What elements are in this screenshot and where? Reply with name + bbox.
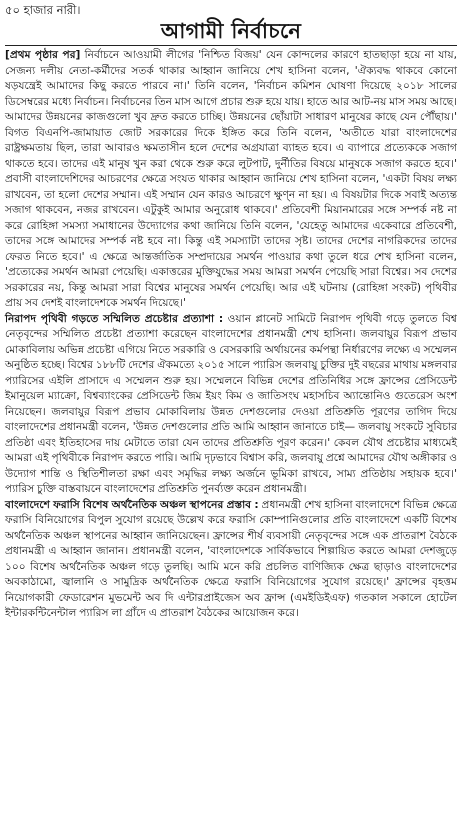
headline-rule xyxy=(5,45,457,46)
lead-paragraph xyxy=(5,48,457,312)
continuation-marker: [প্রথম পৃষ্ঠার পর] xyxy=(5,49,81,61)
section-paragraph xyxy=(5,312,457,498)
section-heading: বাংলাদেশে ফরাসি বিশেষ অর্থনৈতিক অঞ্চল স্থাপনের প্রস্তাব : xyxy=(5,498,259,511)
kicker-text: ৫০ হাজার নারী। xyxy=(5,3,81,17)
section-text: প্রধানমন্ত্রী শেখ হাসিনা বাংলাদেশে বিভিন্ন ক্ষেত্রে ফরাসি বিনিয়োগের বিপুল সুযোগ রয়েছে উল্লেখ করে ফরাসি কোম্পানিগুলোর প্রতি বাংলাদেশে একটি বিশেষ অর্থনৈতিক অঞ্চল স্থাপনের আহ্বান জানিয়েছেন। ফ্রান্সের শীর্ষ ব্যবসায়ী নেতৃবৃন্দের সঙ্গে এক প্রাতরাশ বৈঠকে প্রধানমন্ত্রী এ আহ্বান জানান। প্রধানমন্ত্রী বলেন, 'বাংলাদেশকে সার্বিকভাবে শিল্পায়িত করতে আমরা দেশজুড়ে ১০০ বিশেষ অর্থনৈতিক অঞ্চল গড়ে তুলছি। আমি মনে করি প্রচলিত বাণিজ্যিক ক্ষেত্র ছাড়াও বাংলাদেশের অবকাঠামো, জ্বালানি ও সামুদ্রিক অর্থনৈতিক ক্ষেত্রে ফরাসি বিনিয়োগের সুযোগ রয়েছে।' ফ্রান্সের বৃহত্তম নিয়োগকারী ফেডারেশন মুভমেন্ট অব দি এন্টারপ্রাইজেস অব ফ্রান্স (এমইডিইএফ) গতকাল সকালে হোটেল ইন্টারকন্টিনেন্টাল প্যারিস লা গ্রাঁদে এ প্রাতরাশ বৈঠকের আয়োজন করে। xyxy=(5,498,458,619)
section-heading: নিরাপদ পৃথিবী গড়তে সম্মিলিত প্রচেষ্টার প্রত্যাশা : xyxy=(5,312,224,325)
lead-text: নির্বাচনে আওয়ামী লীগের 'নিশ্চিত বিজয়' যেন কোন্দলের কারণে হাতছাড়া হয়ে না যায়, সেজন্য দলীয় নেতা-কর্মীদের সতর্ক থাকার আহ্বান জানিয়ে শেখ হাসিনা বলেন, 'ঐক্যবদ্ধ থাকবে কোনো ষড়যন্ত্রেই আমাদের কিছু করতে পারবে না।' তিনি বলেন, 'নির্বাচন কমিশন ঘোষণা দিয়েছে ২০১৮ সালের ডিসেম্বরের মধ্যে নির্বাচন। নির্বাচনের তিন মাস আগে প্রচার শুরু হয়ে যায়। হাতে আর আট-নয় মাস সময় আছে। আমাদের উন্নয়নের কাজগুলো খুব দ্রুত করতে চাচ্ছি। উন্নয়নের ছোঁয়াটা সাধারণ মানুষের কাছে যেন পৌঁছায়।' বিগত বিএনপি-জামায়াত জোট সরকারের দিকে ইঙ্গিত করে তিনি বলেন, 'অতীতে যারা বাংলাদেশের রাষ্ট্রক্ষমতায় ছিল, তারা আবারও ক্ষমতাসীন হলে দেশের অগ্রযাত্রা ব্যাহত হবে। এ ব্যাপারে প্রত্যেককে সজাগ থাকতে হবে। তাদের এই মানুষ খুন করা থেকে শুরু করে লুটপাট, দুর্নীতির বিষয়ে মানুষকে সজাগ করতে হবে।' প্রবাসী বাংলাদেশিদের আচরণের ক্ষেত্রে সংযত থাকার আহ্বান জানিয়ে শেখ হাসিনা বলেন, 'একটা বিষয় লক্ষ্য রাখবেন, তা হলো দেশের সম্মান। এই সম্মান যেন কারও আচরণে ক্ষুণ্ন না হয়। এ বিষয়টার দিকে সবাই অত্যন্ত সজাগ থাকবেন, নজর রাখবেন। এটুকুই আমার অনুরোধ থাকবে।' প্রতিবেশী মিয়ানমারের সঙ্গে সম্পর্ক নষ্ট না করে রোহিঙ্গা সমস্যা সমাধানের উদ্যোগের কথা জানিয়ে তিনি বলেন, 'যেহেতু আমাদের একেবারে প্রতিবেশী, তাদের সঙ্গে আমাদের সম্পর্ক নষ্ট হবে না। কিন্তু এই সমস্যাটা তাদের সৃষ্ট। তাদের দেশের নাগরিকদের তাদের ফেরত নিতে হবে।' এ ক্ষেত্রে আন্তর্জাতিক সম্প্রদায়ের সমর্থন পাওয়ার কথা তুলে ধরে শেখ হাসিনা বলেন, 'প্রত্যেকের সমর্থন আমরা পেয়েছি। একাত্তরের মুক্তিযুদ্ধের সময় আমরা সমর্থন পেয়েছি সারা বিশ্বের। সব দেশের সরকারের নয়, কিন্তু আমরা সারা বিশ্বের মানুষের সমর্থন পেয়েছি। আর এই ঘটনায় (রোহিঙ্গা সংকট) পৃথিবীর প্রায় সব দেশই বাংলাদেশকে সমর্থন দিয়েছে।' xyxy=(5,49,457,309)
section-paragraph xyxy=(5,498,457,622)
article-body xyxy=(5,48,457,622)
section-text: ওয়ান প্লানেট সামিটে নিরাপদ পৃথিবী গড়ে তুলতে বিশ্ব নেতৃবৃন্দের সম্মিলিত প্রচেষ্টা প্রত্যাশা করেছেন বাংলাদেশের প্রধানমন্ত্রী শেখ হাসিনা। জলবায়ুর বিরূপ প্রভাব মোকাবিলায় অভিন্ন প্রচেষ্টা এগিয়ে নিতে সরকারি ও বেসরকারি অর্থায়নের কর্মপন্থা নির্ধারণের লক্ষ্যে এ সম্মেলন অনুষ্ঠিত হচ্ছে। বিশ্বের ১৮৮টি দেশের ঐকমত্যে ২০১৫ সালে প্যারিস জলবায়ু চুক্তির দুই বছরের মাথায় মঙ্গলবার প্যারিসের এইলি প্রাসাদে এ সম্মেলন শুরু হয়। সম্মেলনে বিভিন্ন দেশের প্রতিনিধির সঙ্গে ফ্রান্সের প্রেসিডেন্ট ইমানুয়েল ম্যাক্রো, বিশ্বব্যাংকের প্রেসিডেন্ট জিম ইয়ং কিম ও জাতিসংঘ মহাসচিব অ্যান্তোনিও গুতেরেস অংশ নিয়েছেন। জলবায়ুর বিরূপ প্রভাব মোকাবিলায় উন্নত দেশগুলোর দেওয়া প্রতিশ্রুতি পূরণের তাগিদ দিয়ে বাংলাদেশের প্রধানমন্ত্রী বলেন, 'উন্নত দেশগুলোর প্রতি আমি আহ্বান জানাতে চাই— জলবায়ু সংকটে সুবিচার প্রতিষ্ঠা এবং ইতিহাসের দায় মেটাতে তারা যেন তাদের প্রতিশ্রুতি পূরণ করেন।' কেবল যৌথ প্রচেষ্টার মাধ্যমেই আমরা এই পৃথিবীকে নিরাপদ করতে পারি। আমি দৃঢ়ভাবে বিশ্বাস করি, জলবায়ু প্রশ্নে আমাদের যৌথ অঙ্গীকার ও উদ্যোগ শান্তি ও স্থিতিশীলতা রক্ষা এবং সমৃদ্ধির লক্ষ্য অর্জনে ভূমিকা রাখবে, সাম্য প্রতিষ্ঠায় সহায়ক হবে।' প্যারিস চুক্তি বাস্তবায়নে বাংলাদেশের প্রতিশ্রুতি পুনর্ব্যক্ত করেন প্রধানমন্ত্রী। xyxy=(5,312,457,495)
headline: আগামী নির্বাচনে xyxy=(160,19,302,43)
